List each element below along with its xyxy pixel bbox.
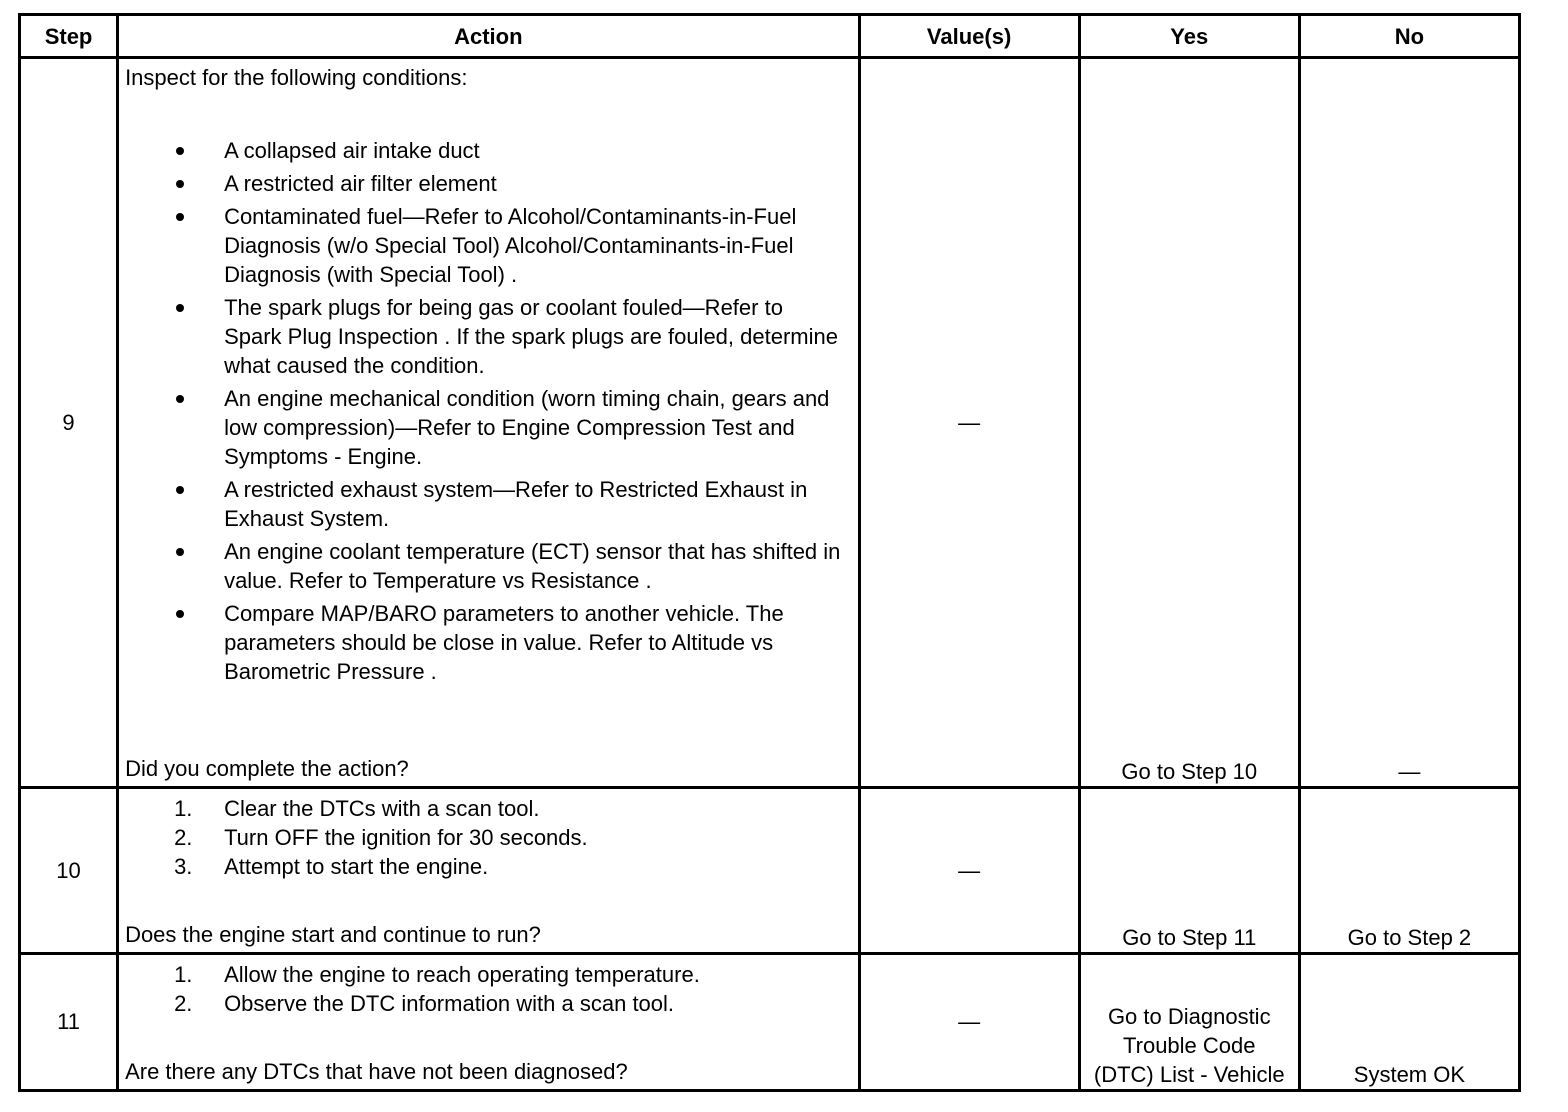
list-item: 1. Clear the DTCs with a scan tool. [174,795,540,821]
value-cell: — [859,953,1079,1090]
yes-link-text: Go to Diagnostic Trouble Code (DTC) List - Vehicle [1093,1004,1285,1087]
bullet-icon [176,486,184,494]
action-intro: Inspect for the following conditions: [125,65,468,90]
table-row-step-9 [20,58,1520,788]
list-item: A restricted exhaust system—Refer to Restricted Exhaust in Exhaust System. [119,475,857,533]
step-number: 10 [20,787,118,953]
table-row-step-11 [20,953,1520,1090]
header-no: No [1299,15,1519,58]
header-step: Step [20,15,118,58]
value-cell: — [859,58,1079,788]
bullet-icon [176,180,184,188]
no-cell: System OK [1299,953,1519,1090]
list-item: 2. Observe the DTC information with a scan tool. [174,990,675,1016]
list-item: 1. Allow the engine to reach operating temperature. [174,961,700,987]
header-yes: Yes [1079,15,1299,58]
list-item: An engine coolant temperature (ECT) sensor that has shifted in value. Refer to Temperature vs Resistance . [119,537,857,595]
action-question: Does the engine start and continue to run? [125,921,541,947]
bullet-icon [176,304,184,312]
condition-list [119,136,857,686]
procedure-list [119,789,857,881]
procedure-list [119,955,857,1018]
header-action: Action [118,15,859,58]
bullet-icon [176,610,184,618]
no-cell: Go to Step 2 [1299,787,1519,953]
list-item: Compare MAP/BARO parameters to another vehicle. The parameters should be close in value. Refer to Altitude vs Barometric Pressure . [119,599,857,686]
list-item: 2. Turn OFF the ignition for 30 seconds. [174,824,588,850]
value-cell: — [859,787,1079,953]
yes-cell: Go to Step 10 [1079,58,1299,788]
step-number: 11 [20,953,118,1090]
bullet-icon [176,548,184,556]
action-question: Are there any DTCs that have not been diagnosed? [125,1059,628,1084]
diagnostic-table [18,13,1521,1092]
list-item: A restricted air filter element [119,169,857,198]
list-item: 3. Attempt to start the engine. [174,853,489,879]
table-row-step-10 [20,787,1520,953]
header-row [20,15,1520,58]
bullet-icon [176,213,184,221]
no-cell: — [1299,58,1519,788]
action-question: Did you complete the action? [125,755,409,781]
bullet-icon [176,147,184,155]
action-cell [118,787,859,953]
list-item: An engine mechanical condition (worn timing chain, gears and low compression)—Refer to Engine Compression Test and Symptoms - Engine. [119,384,857,471]
header-values: Value(s) [859,15,1079,58]
yes-cell [1079,953,1299,1090]
yes-cell: Go to Step 11 [1079,787,1299,953]
list-item: The spark plugs for being gas or coolant fouled—Refer to Spark Plug Inspection . If the spark plugs are fouled, determine what caused the condition. [119,293,857,380]
list-item: A collapsed air intake duct [119,136,857,165]
bullet-icon [176,395,184,403]
list-item: Contaminated fuel—Refer to Alcohol/Contaminants-in-Fuel Diagnosis (w/o Special Tool) Alcohol/Contaminants-in-Fuel Diagnosis (with Special Tool) . [119,202,857,289]
step-number: 9 [20,58,118,788]
action-cell [118,58,859,788]
action-cell [118,953,859,1090]
